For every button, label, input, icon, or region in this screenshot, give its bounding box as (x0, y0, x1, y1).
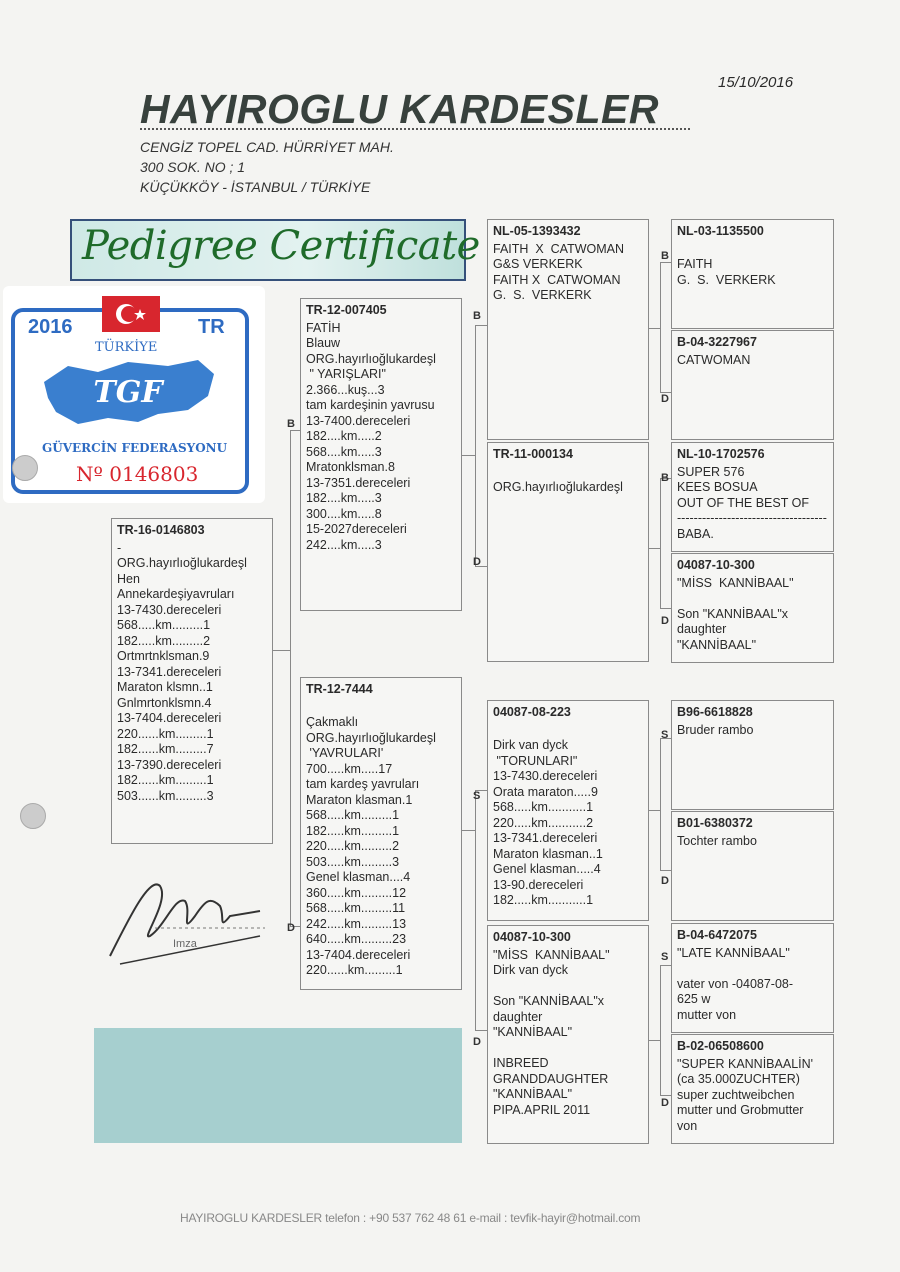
pedigree-line: 220.....km...........2 (493, 815, 594, 830)
tag-logo: TGF (93, 375, 163, 410)
pedigree-line: 568.....km...........1 (493, 800, 594, 814)
pedigree-line: Maraton klsmn..1 (117, 680, 213, 694)
pedigree-line: 13-7430.dereceleri (117, 602, 222, 617)
pedigree-line: 182....km.....3 (306, 491, 382, 505)
pedigree-line: 220......km.........1 (306, 963, 403, 977)
punch-hole-icon (12, 455, 38, 481)
pedigree-line: 182.....km...........1 (493, 893, 594, 907)
ring-number: B-04-6472075 (677, 928, 757, 942)
pedigree-line: Mratonklsman.8 (306, 460, 395, 474)
pedigree-line: ORG.hayırlıoğlukardeşl (117, 556, 247, 570)
pedigree-line: Gnlmrtonklsmn.4 (117, 695, 212, 710)
pedigree-line: BABA. (677, 526, 714, 541)
pedigree-line (493, 465, 643, 481)
pedigree-line: PIPA.APRIL 2011 (493, 1102, 591, 1117)
pedigree-line: - (117, 540, 122, 555)
pedigree-line: "KANNİBAAL" (493, 1025, 573, 1039)
ring-number: B96-6618828 (677, 705, 753, 719)
sdd-box (671, 553, 834, 663)
pedigree-line: super zuchtweibchen (677, 1087, 795, 1102)
pedigree-line: daughter (677, 622, 727, 636)
pedigree-line: 700.....km.....17 (306, 761, 393, 776)
address-line-3: KÜÇÜKKÖY - İSTANBUL / TÜRKİYE (140, 179, 371, 195)
pedigree-line: 242.....km.........13 (306, 916, 407, 931)
pedigree-line: Çakmaklı (306, 715, 359, 729)
pedigree-line: SUPER 576 (677, 464, 745, 479)
pedigree-line: Genel klasman....4 (306, 870, 411, 884)
address-line-1: CENGİZ TOPEL CAD. HÜRRİYET MAH. (140, 139, 394, 155)
pedigree-line: CATWOMAN (677, 352, 751, 367)
sire-label: B (661, 250, 669, 262)
pedigree-line: G. S. VERKERK (677, 272, 776, 287)
pedigree-line: "SUPER KANNİBAALİN' (677, 1056, 814, 1071)
ring-number: B-04-3227967 (677, 335, 757, 349)
pedigree-line: FATİH (306, 320, 341, 335)
pedigree-line: 13-7341.dereceleri (493, 831, 598, 845)
pedigree-line: "LATE KANNİBAAL" (677, 945, 790, 960)
dsd-box (671, 811, 834, 921)
pedigree-line: mutter und Grobmutter (677, 1103, 804, 1117)
sire-dam-box (487, 442, 649, 662)
dam-label: D (287, 922, 295, 934)
pedigree-line: Tochter rambo (677, 833, 757, 848)
sss-box (671, 219, 834, 329)
pedigree-line: 13-7390.dereceleri (117, 757, 222, 772)
pedigree-line (677, 961, 828, 977)
pedigree-line: "KANNİBAAL" (677, 637, 757, 652)
pedigree-line: Dirk van dyck (493, 963, 569, 977)
pedigree-line: Annekardeşiyavruları (117, 587, 235, 601)
dam-sire-box (487, 700, 649, 921)
pedigree-line: 640.....km.........23 (306, 932, 407, 946)
pedigree-line: daughter (493, 1009, 543, 1024)
breeder-name: HAYIROGLU KARDESLER (140, 86, 659, 132)
dam-label: D (473, 1036, 481, 1048)
pedigree-line: 13-7404.dereceleri (306, 947, 411, 962)
certificate-title: Pedigree Certificate (82, 223, 480, 269)
certificate-date: 15/10/2016 (718, 74, 794, 91)
stamp-area (94, 1028, 462, 1143)
pedigree-line: 182....km.....2 (306, 429, 382, 443)
dam-label: D (661, 875, 669, 887)
pedigree-line: FAITH (677, 257, 713, 271)
pedigree-line: Dirk van dyck (493, 738, 569, 752)
pedigree-line: 503......km.........3 (117, 788, 214, 803)
pedigree-line (493, 723, 643, 739)
pedigree-line: 503.....km.........3 (306, 854, 400, 869)
pedigree-line: 568.....km.........11 (306, 901, 406, 915)
sire-sire-box (487, 219, 649, 440)
pedigree-line: KEES BOSUA (677, 480, 758, 494)
pedigree-line: 220.....km.........2 (306, 839, 400, 853)
tag-federation: GÜVERCİN FEDERASYONU (42, 441, 228, 455)
ring-number: TR-12-007405 (306, 303, 387, 317)
sire-label: B (661, 472, 669, 484)
pedigree-line (306, 700, 456, 716)
pedigree-line: 220......km.........1 (117, 726, 214, 741)
pedigree-line: Son "KANNİBAAL"x (677, 606, 789, 621)
tag-number: Nº 0146803 (76, 462, 199, 486)
pedigree-line: 568.....km.........1 (117, 618, 211, 632)
pedigree-line: Son "KANNİBAAL"x (493, 994, 605, 1008)
pedigree-line: INBREED (493, 1056, 549, 1070)
pedigree-line: 2.366...kuş...3 (306, 382, 385, 397)
pedigree-line: 13-7400.dereceleri (306, 413, 411, 428)
pedigree-line: 182......km.........1 (117, 773, 214, 787)
dam-label: D (473, 556, 481, 568)
sds-box (671, 442, 834, 552)
pedigree-line: "MİSS KANNİBAAL" (677, 575, 794, 590)
ring-number: 04087-10-300 (493, 930, 571, 944)
pedigree-line: tam kardeşinin yavrusu (306, 398, 435, 412)
pedigree-line: FAITH X CATWOMAN (493, 241, 625, 256)
pedigree-line: (ca 35.000ZUCHTER) (677, 1072, 800, 1086)
pedigree-line: 13-7341.dereceleri (117, 664, 222, 679)
pedigree-line: OUT OF THE BEST OF (677, 495, 809, 510)
pedigree-line (677, 242, 828, 258)
pedigree-line: 13-7404.dereceleri (117, 711, 222, 725)
pedigree-line (677, 591, 828, 607)
pedigree-line: ORG.hayırlıoğlukardeşl (306, 730, 436, 745)
ssd-box (671, 330, 834, 440)
pedigree-line: 13-7351.dereceleri (306, 475, 411, 490)
pedigree-line: 182.....km.........2 (117, 633, 211, 648)
pedigree-line: Bruder rambo (677, 722, 754, 737)
pedigree-line: vater von -04087-08- (677, 976, 794, 991)
ring-number: NL-10-1702576 (677, 447, 765, 461)
pedigree-line: " YARIŞLARI" (306, 367, 386, 381)
sire-label: B (473, 310, 481, 322)
pedigree-line: G&S VERKERK (493, 257, 583, 271)
pedigree-line: ------------------------------------ (677, 511, 827, 525)
pedigree-line: 15-2027dereceleri (306, 522, 407, 536)
ring-number: TR-12-7444 (306, 682, 373, 696)
ring-number: NL-05-1393432 (493, 224, 581, 238)
dam-label: D (661, 615, 669, 627)
pedigree-line: GRANDDAUGHTER (493, 1071, 609, 1086)
pedigree-line: Genel klasman.....4 (493, 862, 601, 876)
pedigree-line: 568....km.....3 (306, 444, 382, 459)
ring-number: B01-6380372 (677, 816, 753, 830)
pedigree-line: 'YAVRULARI' (306, 746, 384, 760)
pedigree-line: "KANNİBAAL" (493, 1087, 573, 1101)
tag-country-code: TR (198, 316, 225, 338)
pedigree-line: Hen (117, 571, 140, 586)
dam-dam-box (487, 925, 649, 1144)
ring-number: TR-16-0146803 (117, 523, 205, 537)
sire-label: S (661, 729, 669, 741)
dam-label: D (661, 1097, 669, 1109)
pedigree-line: 625 w (677, 992, 711, 1006)
turkey-flag-icon (102, 296, 160, 332)
ring-number: NL-03-1135500 (677, 224, 764, 238)
sire-label: S (661, 951, 669, 963)
pedigree-line: "MİSS KANNİBAAL" (493, 947, 610, 962)
pedigree-line: G. S. VERKERK (493, 288, 592, 302)
punch-hole-icon (20, 803, 46, 829)
ring-number: 04087-10-300 (677, 558, 755, 572)
pedigree-line: 182......km.........7 (117, 742, 214, 756)
pedigree-line (493, 1041, 643, 1057)
pedigree-line: ORG.hayırlıoğlukardeşl (306, 351, 436, 366)
dam-label: D (661, 393, 669, 405)
pedigree-line: Orata maraton.....9 (493, 784, 598, 799)
ring-number: TR-11-000134 (493, 447, 573, 461)
tag-country: TÜRKİYE (95, 340, 158, 355)
pedigree-line: ORG.hayırlıoğlukardeşl (493, 480, 623, 494)
sire-label: S (473, 790, 481, 802)
dam-box (300, 677, 462, 990)
ring-number: B-02-06508600 (677, 1039, 764, 1053)
ring-number: 04087-08-223 (493, 705, 571, 719)
turkey-map-icon (38, 352, 218, 439)
pedigree-line: 13-7430.dereceleri (493, 769, 598, 783)
pedigree-line: Maraton klasman..1 (493, 846, 603, 861)
pedigree-line: 182.....km.........1 (306, 823, 400, 838)
pedigree-line: Ortmrtnklsman.9 (117, 649, 210, 663)
sire-box (300, 298, 462, 611)
signature-label: Imza (173, 938, 197, 950)
pedigree-line: FAITH X CATWOMAN (493, 272, 621, 287)
pedigree-line: Maraton klasman.1 (306, 792, 413, 807)
pedigree-line (493, 979, 643, 995)
pedigree-line: 568.....km.........1 (306, 808, 400, 822)
pedigree-line: 300....km.....8 (306, 506, 382, 521)
tag-year: 2016 (28, 316, 73, 338)
pedigree-line: "TORUNLARI" (493, 753, 578, 768)
pedigree-line: Blauw (306, 336, 341, 350)
signature (100, 856, 290, 976)
pedigree-line: 360.....km.........12 (306, 885, 407, 900)
dds-box (671, 923, 834, 1033)
sire-label: B (287, 418, 295, 430)
certificate-banner (70, 219, 480, 281)
title-underline (140, 128, 690, 130)
footer-contact: HAYIROGLU KARDESLER telefon : +90 537 762 48 61 e-mail : tevfik-hayir@hotmail.com (180, 1211, 641, 1225)
pedigree-line: von (677, 1118, 698, 1133)
pedigree-line: 13-90.dereceleri (493, 877, 584, 892)
pedigree-line: tam kardeş yavruları (306, 777, 420, 791)
pigeon-box (111, 518, 273, 844)
ddd-box (671, 1034, 834, 1144)
dss-box (671, 700, 834, 810)
address-line-2: 300 SOK. NO ; 1 (140, 159, 246, 175)
pedigree-line: 242....km.....3 (306, 537, 382, 552)
pedigree-line: mutter von (677, 1007, 737, 1022)
